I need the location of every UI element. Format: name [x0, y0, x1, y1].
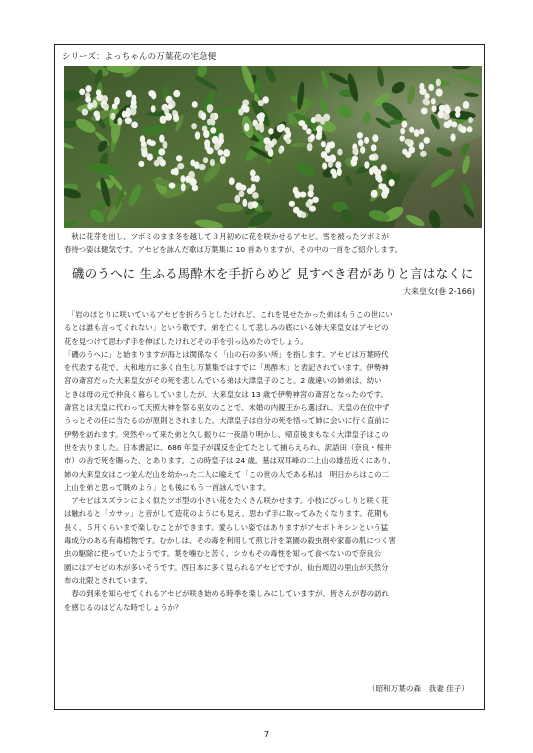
asebi-flower: [207, 104, 214, 112]
asebi-flower: [372, 134, 378, 142]
asebi-flower: [428, 84, 434, 91]
asebi-flower: [250, 170, 256, 177]
body-line: 長く、５月くらいまで楽しむことができます。愛らしい姿ではありますがアセボトキシンという猛: [64, 522, 389, 532]
asebi-flower: [85, 85, 91, 92]
asebi-flower: [259, 125, 264, 133]
asebi-flower: [229, 177, 235, 185]
asebi-flower: [163, 141, 168, 149]
asebi-flower: [258, 112, 265, 119]
body-line: 毒成分のある有毒植物です。むかしは、その毒を利用して煎じ汁を菜園の殺虫剤や家畜の肌につく害: [64, 536, 396, 546]
asebi-flower: [192, 185, 198, 191]
asebi-flower: [87, 102, 93, 109]
body-line: 姉の大来皇女はこつ並んだ山を幼かった二人に喩えて「この世の人である私は 明日からはこの二: [64, 469, 390, 479]
asebi-flower: [103, 103, 109, 110]
asebi-flower: [443, 113, 450, 120]
asebi-flower: [147, 153, 153, 160]
asebi-flower: [351, 158, 357, 166]
asebi-flower: [455, 111, 460, 118]
asebi-flower: [151, 105, 156, 112]
asebi-flower: [328, 161, 333, 168]
asebi-flower: [286, 138, 292, 144]
asebi-flower: [381, 164, 387, 171]
asebi-flower: [110, 113, 115, 120]
body-line: アセビはスズランによく似たツボ型の小さい花をたくさん咲かせます。小枝にびっしりと咲く花: [64, 496, 389, 506]
asebi-flower: [360, 146, 365, 154]
asebi-flower: [252, 192, 259, 199]
asebi-flower: [238, 108, 244, 115]
asebi-flower: [160, 159, 166, 166]
asebi-flower: [154, 160, 160, 166]
body-line: 市）の舎で死を賜った、とあります。この時皇子は 24 歳。墓は双耳峰の二上山の雄岳近くにあり、: [64, 456, 396, 466]
asebi-flower: [371, 144, 377, 151]
asebi-flower: [423, 137, 429, 144]
body-line: 世を去りました。日本書記に、686 年皇子が謀反を企てたとして捕らえられ、訳語田（奈良・桜井: [64, 442, 392, 452]
asebi-flower: [405, 139, 411, 145]
asebi-flower: [352, 148, 358, 155]
poem: 磯のうへに 生ふる馬酔木を手折らめど 見すべき君がありと言はなくに: [72, 266, 474, 281]
asebi-flower: [147, 139, 152, 145]
asebi-flower: [424, 99, 431, 105]
page-number: 7: [263, 730, 270, 739]
asebi-flower: [169, 183, 176, 189]
asebi-flower: [159, 135, 164, 143]
asebi-flower: [79, 89, 85, 96]
body-line: 「岩のほとりに咲いているアセビを折ろうとしたけれど、これを見せたかった弟はもうこの世にい: [64, 310, 393, 319]
asebi-flower: [180, 175, 185, 182]
asebi-flower: [316, 133, 322, 140]
asebi-flower: [399, 136, 404, 142]
asebi-flower: [463, 101, 469, 109]
asebi-flower: [420, 151, 427, 157]
asebi-flower: [207, 147, 214, 154]
asebi-flower: [409, 127, 414, 133]
asebi-flower: [381, 191, 388, 199]
asebi-flower: [414, 129, 420, 137]
asebi-flower: [405, 151, 411, 157]
asebi-flower: [321, 141, 326, 147]
asebi-flower: [268, 149, 273, 157]
asebi-flower: [93, 111, 99, 117]
asebi-flower: [234, 195, 240, 203]
asebi-flower: [158, 148, 165, 155]
asebi-flower: [201, 112, 206, 120]
asebi-flower: [358, 139, 363, 146]
asebi-flower: [294, 191, 301, 198]
asebi-flower: [244, 123, 249, 131]
asebi-flower: [432, 105, 437, 112]
asebi-flower: [210, 159, 215, 166]
asebi-flower: [168, 103, 173, 109]
asebi-flower: [198, 164, 205, 170]
asebi-flower: [160, 116, 167, 124]
asebi-flower: [268, 128, 273, 134]
asebi-flower: [112, 103, 118, 109]
asebi-flower: [307, 143, 313, 151]
asebi-flower: [239, 191, 245, 198]
body-line: うっとその任に当たるのが原則とされました。大津皇子は自分の死を悟って姉に会いに行く直前に: [64, 416, 390, 426]
asebi-flower: [337, 168, 342, 176]
asebi-flower: [402, 120, 408, 127]
body-line: ときは母の元で仲良く暮らしていましたが、大来皇女は 13 歳で伊勢神宮の斎宮となったのです。: [64, 389, 388, 399]
asebi-flower: [190, 160, 195, 167]
asebi-flower: [364, 161, 369, 168]
intro-line: 春待つ姿は健気です。アセビを詠んだ歌は万葉集に 10 首ありますが、その中の一首をご紹介します。: [64, 244, 403, 254]
asebi-flower: [171, 169, 176, 175]
asebi-flower: [450, 133, 455, 141]
asebi-flower: [131, 122, 138, 129]
asebi-flower: [278, 147, 283, 153]
body-line: 宮の斎宮だった大来皇女がその死を悲しんでいる弟は大津皇子のこと。2 歳違いの姉弟は、幼い: [64, 376, 382, 386]
asebi-flower: [195, 131, 200, 139]
body-text: [64, 308, 482, 614]
author-signature: （昭和万葉の森 我妻 佳子）: [367, 684, 469, 693]
body-line: は触れると「カサッ」と音がして造花のようにも見え、思わず手に取ってみたくなります。花期も: [64, 509, 389, 519]
asebi-flower: [252, 201, 259, 208]
asebi-flower: [371, 190, 378, 198]
asebi-flower: [460, 126, 467, 133]
asebi-flower: [419, 128, 424, 134]
asebi-flower: [436, 79, 441, 87]
asebi-flower: [289, 201, 295, 207]
asebi-flower: [82, 108, 88, 115]
asebi-flower: [335, 161, 341, 168]
asebi-flower: [389, 179, 395, 186]
asebi-flower: [211, 119, 216, 126]
body-line: 虫の駆除に使っていたようです。葉を噛むと苦く、シカもその毒性を知って食べないので奈良公: [64, 549, 382, 559]
body-line: 花を見つけて思わず手を伸ばしたけれどその手を引っ込めたのでしょう。: [64, 336, 308, 346]
asebi-flower: [124, 111, 131, 118]
asebi-flower: [173, 114, 179, 122]
asebi-flower: [220, 156, 226, 164]
body-line: を感じるのはどんな時でしょうか？: [64, 602, 183, 612]
asebi-flower: [467, 126, 473, 132]
asebi-flower: [369, 154, 376, 160]
asebi-flower: [419, 142, 424, 150]
body-line: 伊勢を訪れます。突然やって来た弟と久し振りに一夜語り明かし、帰京後まもなく大津皇子はこの: [64, 429, 389, 439]
asebi-flower: [192, 101, 198, 108]
asebi-photo: [64, 66, 482, 228]
asebi-flower: [425, 93, 430, 99]
asebi-flower: [400, 128, 405, 135]
asebi-flower: [210, 127, 216, 133]
asebi-flower: [421, 108, 428, 115]
asebi-flower: [126, 90, 133, 97]
series-title: シリーズ：よっちゃんの万葉花の宅急便: [62, 52, 217, 62]
asebi-flower: [309, 206, 316, 212]
asebi-flower: [258, 100, 264, 106]
asebi-flower: [307, 190, 313, 197]
asebi-flower: [320, 117, 325, 125]
asebi-flower: [138, 161, 144, 167]
body-line: を代表する花で、大和地方に多く自生し万葉集ではすでに「馬酔木」と表記されています。伊勢神: [64, 363, 389, 373]
asebi-flower: [306, 128, 312, 134]
poem-attribution: 大来皇女(巻 2-166): [402, 287, 475, 296]
asebi-flower: [302, 124, 307, 130]
asebi-flower: [337, 149, 342, 156]
asebi-flower: [247, 188, 254, 194]
asebi-flower: [332, 172, 337, 179]
asebi-photo-illustration: [64, 66, 482, 228]
asebi-flower: [322, 162, 327, 169]
asebi-flower: [117, 117, 122, 125]
asebi-flower: [451, 121, 457, 127]
asebi-flower: [239, 184, 246, 190]
asebi-flower: [125, 117, 132, 124]
intro-line: 秋に花芽を出し、ツボミのまま冬を越して３月初めに花を咲かせるアセビ。雪を被ったツボミが: [64, 232, 390, 241]
asebi-flower: [431, 98, 436, 104]
asebi-flower: [377, 175, 382, 183]
asebi-flower: [312, 197, 319, 203]
asebi-flower: [218, 149, 224, 155]
asebi-flower: [191, 123, 197, 129]
asebi-flower: [444, 121, 451, 128]
body-line: 斎宮とは天皇に代わって天照大神を祭る巫女のことで、未婚の内親王から選ばれ、天皇の在位中ず: [64, 403, 390, 413]
asebi-flower: [223, 149, 230, 157]
asebi-flower: [277, 125, 284, 133]
body-line: 布の北限とされています。: [64, 575, 153, 585]
body-line: 「磯のうへに」と始まりますが海とは関係なく「山の石の多い所」を指します。アセビは万葉時代: [64, 349, 389, 359]
body-line: 園にはアセビの木が多いそうです。西日本に多く見られるアセビですが、仙台周辺の里山が天然分: [64, 562, 389, 572]
asebi-flower: [173, 90, 180, 97]
asebi-flower: [301, 212, 306, 218]
intro-paragraph: [64, 231, 482, 256]
asebi-flower: [242, 199, 247, 207]
asebi-flower: [177, 163, 184, 169]
body-line: 上山を弟と思って眺めよう」とも後にもう一首詠んでいます。: [64, 482, 271, 492]
asebi-flower: [181, 183, 186, 191]
asebi-flower: [203, 157, 208, 163]
body-line: るとは誰も言ってくれない」という歌です。弟を亡くして悲しみの底にいる姉大来皇女はアセビの: [64, 323, 389, 333]
asebi-flower: [203, 130, 209, 138]
asebi-flower: [310, 134, 315, 141]
asebi-flower: [357, 132, 363, 139]
asebi-flower: [151, 92, 156, 100]
body-line: 春の到来を知らせてくれるアセビが咲き始める時季を楽しみにしていますが、皆さんが春の訪れ: [64, 589, 389, 599]
asebi-flower: [85, 96, 91, 102]
asebi-flower: [254, 175, 260, 182]
asebi-flower: [468, 117, 473, 123]
asebi-flower: [436, 89, 443, 97]
asebi-flower: [364, 137, 369, 144]
asebi-flower: [214, 143, 220, 150]
asebi-flower: [176, 155, 182, 161]
